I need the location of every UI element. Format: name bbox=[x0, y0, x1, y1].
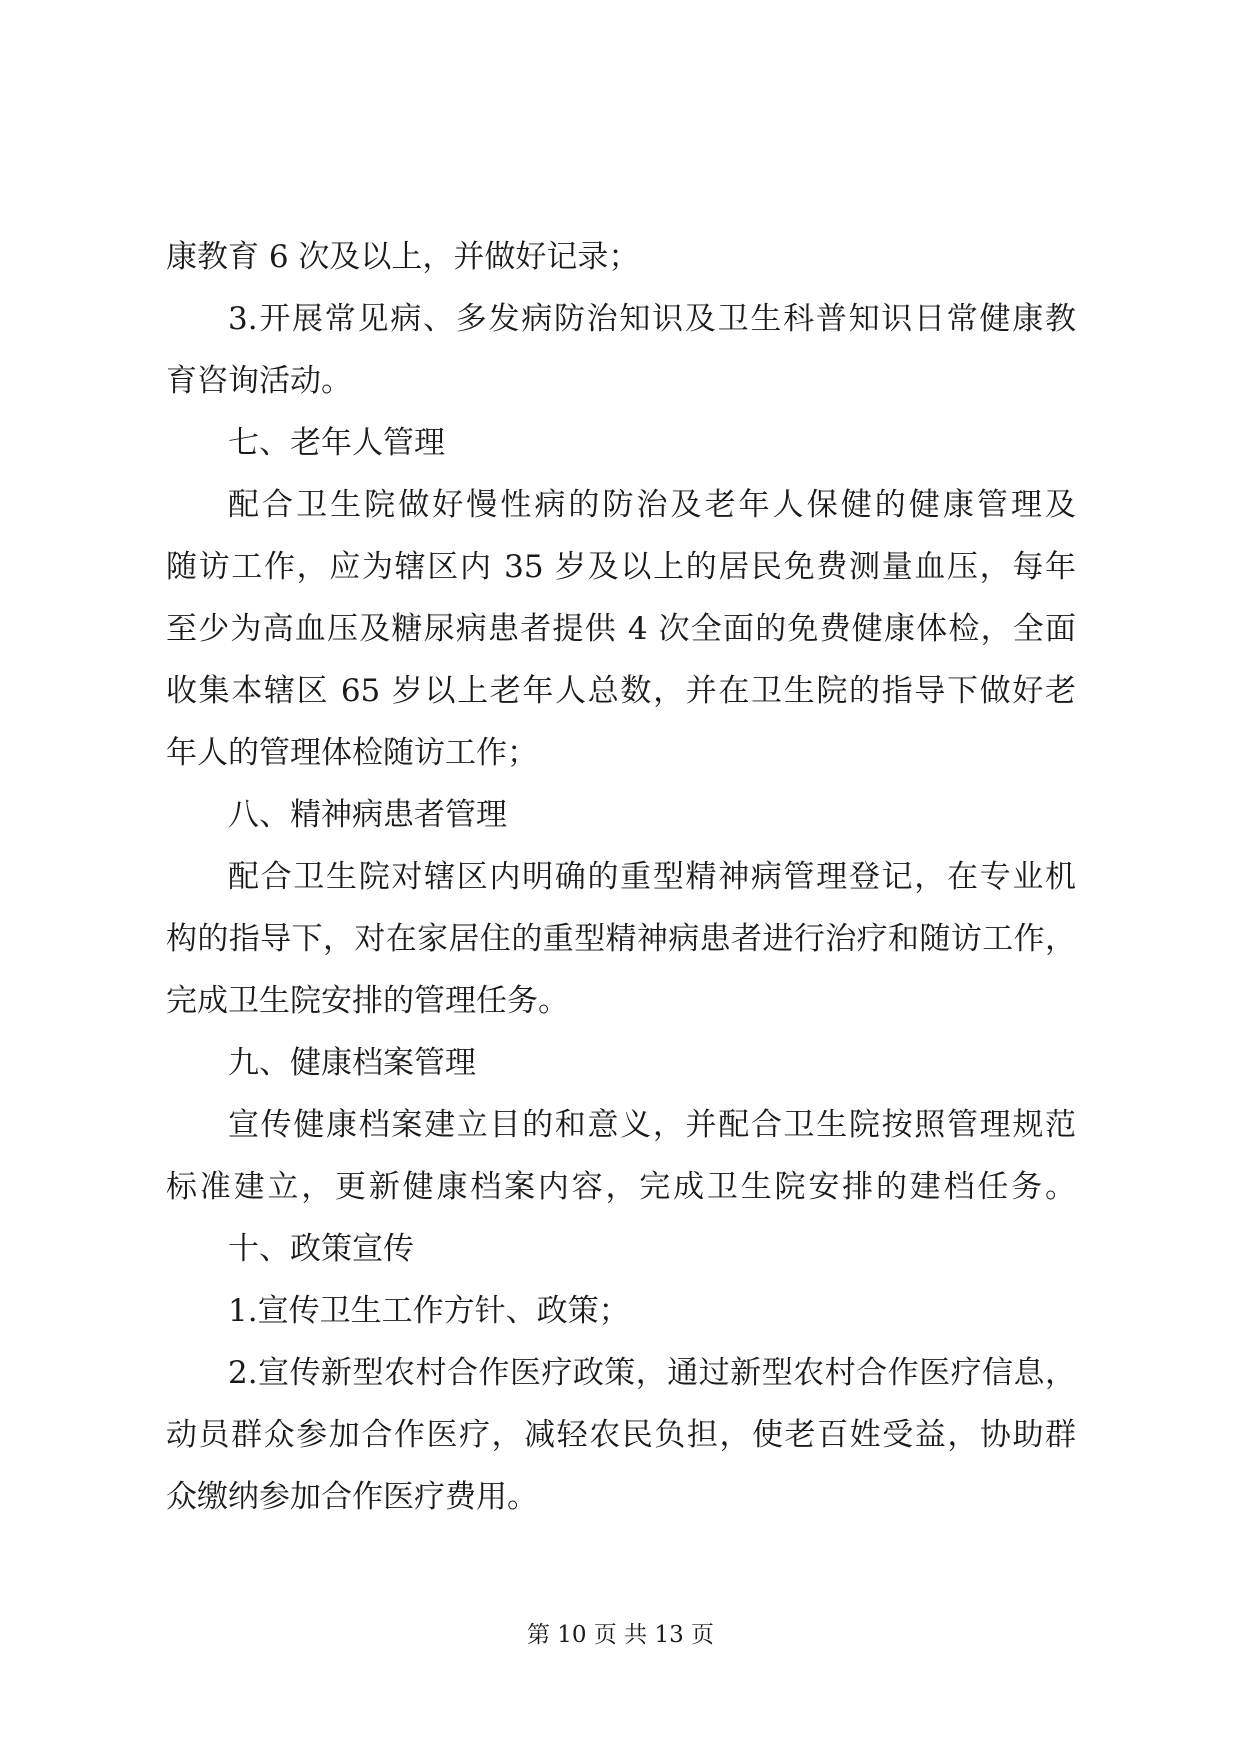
text-line: 众缴纳参加合作医疗费用。 bbox=[166, 1479, 538, 1515]
text-line: 九、健康档案管理 bbox=[228, 1045, 476, 1081]
text-line: 3.开展常见病、多发病防治知识及卫生科普知识日常健康教 bbox=[228, 301, 1076, 337]
text-line: 年人的管理体检随访工作； bbox=[166, 735, 538, 771]
text-line: 康教育 6 次及以上，并做好记录； bbox=[166, 239, 640, 275]
text-line: 育咨询活动。 bbox=[166, 363, 352, 399]
text-line: 随访工作，应为辖区内 35 岁及以上的居民免费测量血压，每年 bbox=[166, 549, 1076, 585]
text-line: 动员群众参加合作医疗，减轻农民负担，使老百姓受益，协助群 bbox=[166, 1417, 1076, 1453]
page-footer: 第 10 页 共 13 页 bbox=[526, 1622, 715, 1648]
text-line: 收集本辖区 65 岁以上老年人总数，并在卫生院的指导下做好老 bbox=[166, 673, 1076, 709]
text-line: 配合卫生院做好慢性病的防治及老年人保健的健康管理及 bbox=[228, 487, 1076, 523]
document-body bbox=[166, 226, 1076, 1528]
text-line: 1.宣传卫生工作方针、政策； bbox=[228, 1293, 630, 1329]
text-line: 2.宣传新型农村合作医疗政策，通过新型农村合作医疗信息， bbox=[228, 1355, 1076, 1391]
text-line: 十、政策宣传 bbox=[228, 1231, 414, 1267]
text-line: 至少为高血压及糖尿病患者提供 4 次全面的免费健康体检，全面 bbox=[166, 611, 1076, 647]
text-line: 八、精神病患者管理 bbox=[228, 797, 507, 833]
text-line: 完成卫生院安排的管理任务。 bbox=[166, 983, 569, 1019]
text-line: 配合卫生院对辖区内明确的重型精神病管理登记，在专业机 bbox=[228, 859, 1076, 895]
text-line: 宣传健康档案建立目的和意义，并配合卫生院按照管理规范 bbox=[228, 1107, 1076, 1143]
text-line: 标准建立，更新健康档案内容，完成卫生院安排的建档任务。 bbox=[166, 1169, 1076, 1205]
text-line: 七、老年人管理 bbox=[228, 425, 445, 461]
text-line: 构的指导下，对在家居住的重型精神病患者进行治疗和随访工作， bbox=[166, 921, 1076, 957]
